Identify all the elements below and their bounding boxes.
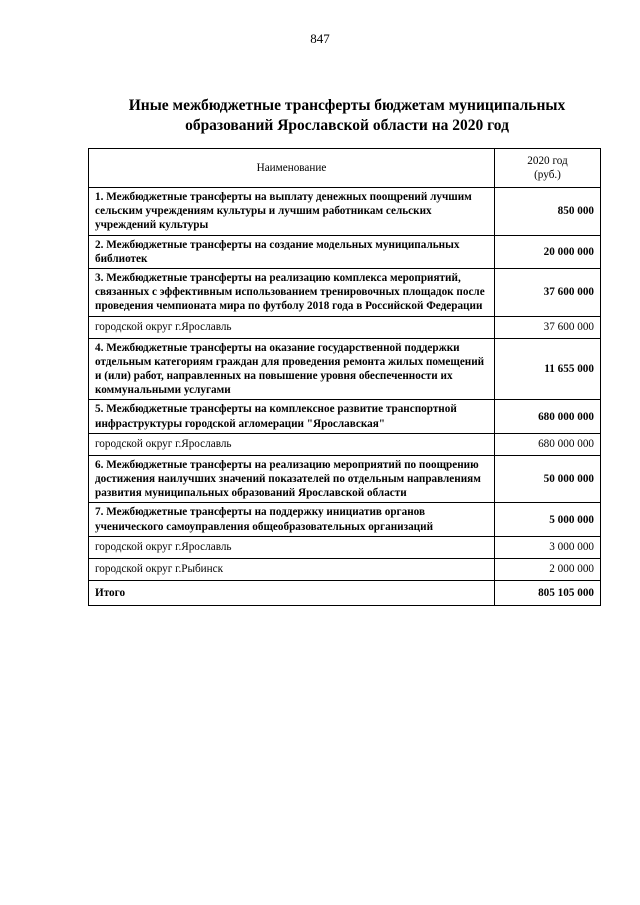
total-amount: 805 105 000: [495, 580, 601, 605]
row-name: 5. Межбюджетные трансферты на комплексное развитие транспортной инфраструктуры городской агломерации "Ярославская": [89, 400, 495, 433]
row-amount: 11 655 000: [495, 338, 601, 400]
row-amount: 20 000 000: [495, 235, 601, 268]
table-row: [89, 338, 601, 400]
row-amount: 37 600 000: [495, 316, 601, 338]
row-name: 4. Межбюджетные трансферты на оказание государственной поддержки отдельным категориям граждан для проведения ремонта жилых помещений и (или) работ, направленных на повышение уровня обеспеченности их коммунальными услугами: [89, 338, 495, 400]
document-title: Иные межбюджетные трансферты бюджетам муниципальных образований Ярославской области на 2020 год: [128, 97, 566, 134]
row-amount: 680 000 000: [495, 400, 601, 433]
transfers-table: [88, 148, 601, 606]
header-year-cell: [495, 149, 601, 188]
row-amount: 2 000 000: [495, 558, 601, 580]
row-name: городской округ г.Ярославль: [89, 433, 495, 455]
table-row: [89, 433, 601, 455]
table-row: [89, 503, 601, 536]
row-name: 1. Межбюджетные трансферты на выплату денежных поощрений лучшим сельским учреждениям культуры и лучшим работникам сельских учреждений культуры: [89, 188, 495, 236]
row-name: городской округ г.Ярославль: [89, 536, 495, 558]
table-row: [89, 316, 601, 338]
total-row: [89, 580, 601, 605]
row-name: 3. Межбюджетные трансферты на реализацию комплекса мероприятий, связанных с эффективным использованием тренировочных площадок после проведения чемпионата мира по футболу 2018 года в Российской Федерации: [89, 269, 495, 317]
table-row: [89, 455, 601, 503]
table-row: [89, 235, 601, 268]
table-row: [89, 188, 601, 236]
table-row: [89, 269, 601, 317]
page-number: 847: [310, 31, 330, 46]
total-label: Итого: [89, 580, 495, 605]
header-unit: (руб.): [534, 169, 561, 181]
row-amount: 50 000 000: [495, 455, 601, 503]
row-amount: 37 600 000: [495, 269, 601, 317]
header-name-cell: Наименование: [89, 149, 495, 188]
table-row: [89, 536, 601, 558]
row-amount: 680 000 000: [495, 433, 601, 455]
table-header-row: [89, 149, 601, 188]
row-name: городской округ г.Ярославль: [89, 316, 495, 338]
row-name: городской округ г.Рыбинск: [89, 558, 495, 580]
row-name: 6. Межбюджетные трансферты на реализацию мероприятий по поощрению достижения наилучших значений показателей по отдельным направлениям развития муниципальных образований Ярославской области: [89, 455, 495, 503]
row-amount: 3 000 000: [495, 536, 601, 558]
row-name: 7. Межбюджетные трансферты на поддержку инициатив органов ученического самоуправления общеобразовательных организаций: [89, 503, 495, 536]
header-year: 2020 год: [527, 154, 568, 167]
row-amount: 5 000 000: [495, 503, 601, 536]
row-amount: 850 000: [495, 188, 601, 236]
table-row: [89, 558, 601, 580]
row-name: 2. Межбюджетные трансферты на создание модельных муниципальных библиотек: [89, 235, 495, 268]
table-row: [89, 400, 601, 433]
